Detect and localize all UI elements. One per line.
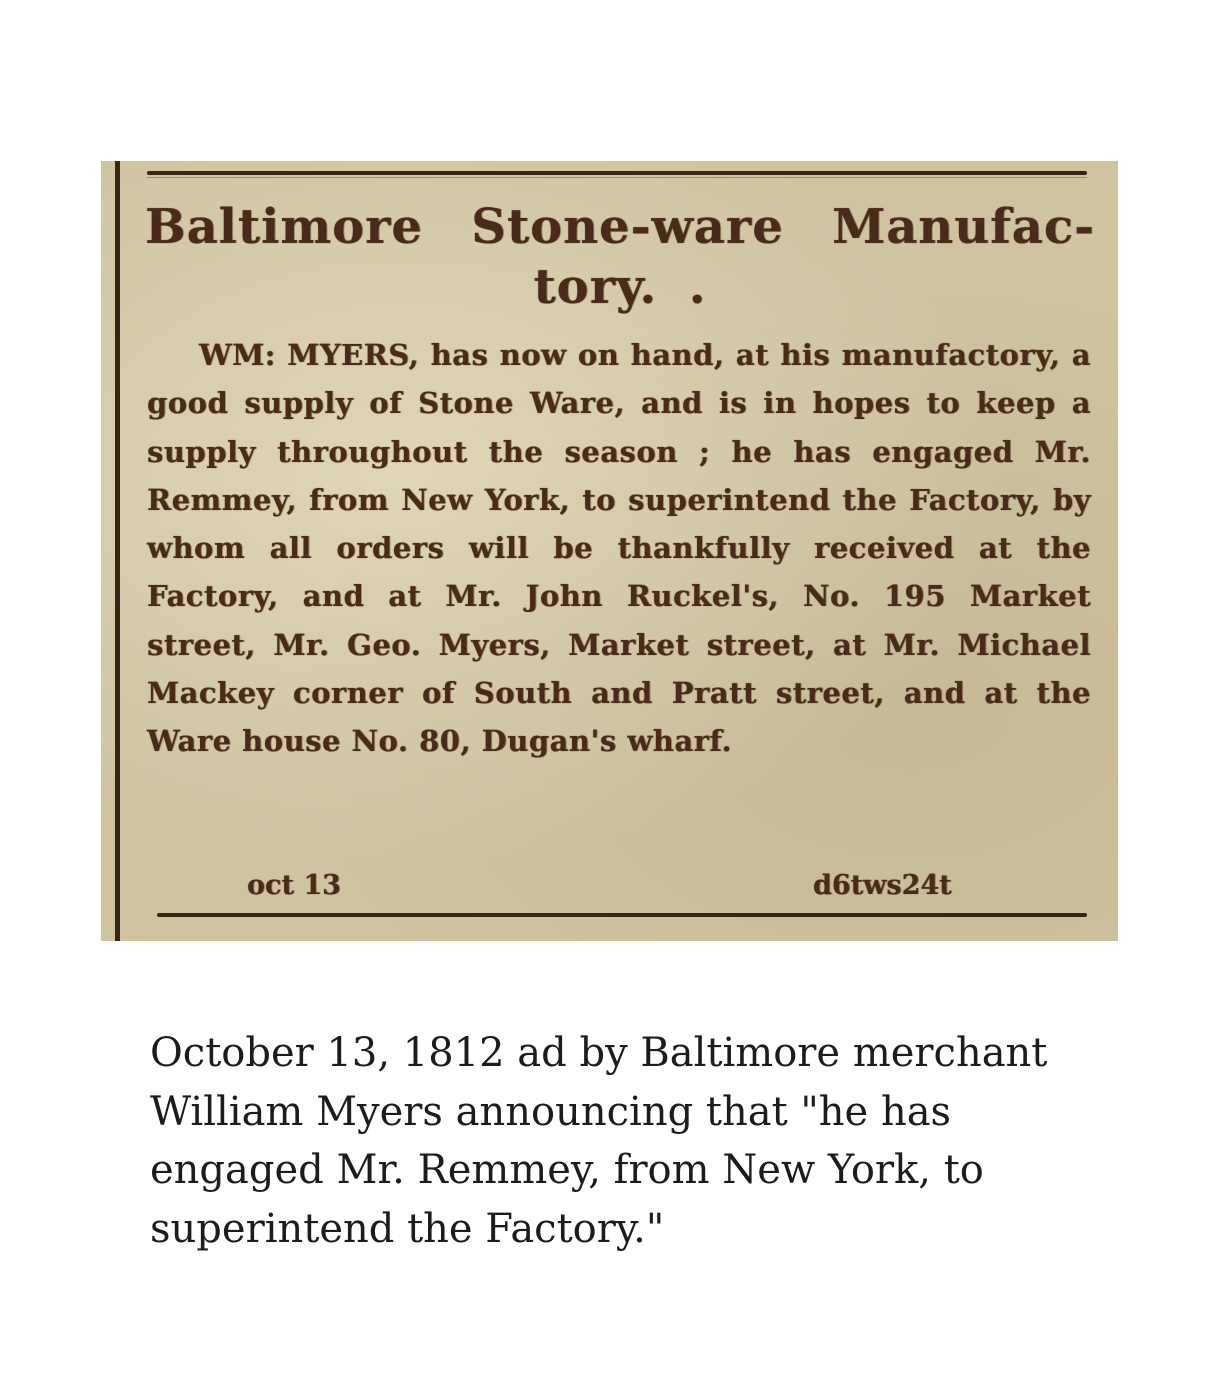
caption-line: October 13, 1812 ad by Baltimore merchant bbox=[150, 1030, 1048, 1076]
ad-body: WM: MYERS, has now on hand, at his manufactory, a good supply of Stone Ware, and is in hopes to keep a supply throughout the season ; he has engaged Mr. Remmey, from New York, to superintend the Factory, by whom all orders will be thankfully received at the Factory, and at Mr. John Ruckel's, No. 195 Market street, Mr. Geo. Myers, Market street, at Mr. Michael Mackey corner of South and Pratt street, and at the Ware house No. 80, Dugan's wharf. bbox=[147, 338, 1091, 759]
newspaper-clipping bbox=[101, 161, 1118, 941]
caption-line: engaged Mr. Remmey, from New York, to bbox=[150, 1147, 984, 1193]
ad-heading: Baltimore Stone-ware Manufac-tory. . bbox=[145, 199, 1095, 315]
caption-line: William Myers announcing that "he has bbox=[150, 1088, 952, 1135]
rule-bottom bbox=[157, 913, 1087, 917]
caption-line: superintend the Factory." bbox=[150, 1205, 665, 1252]
rule-top bbox=[147, 171, 1087, 175]
ad-date: oct 13 bbox=[247, 870, 341, 901]
ad-code: d6tws24t bbox=[813, 870, 952, 901]
column-rule-left bbox=[115, 161, 120, 941]
caption bbox=[150, 1024, 1110, 1258]
